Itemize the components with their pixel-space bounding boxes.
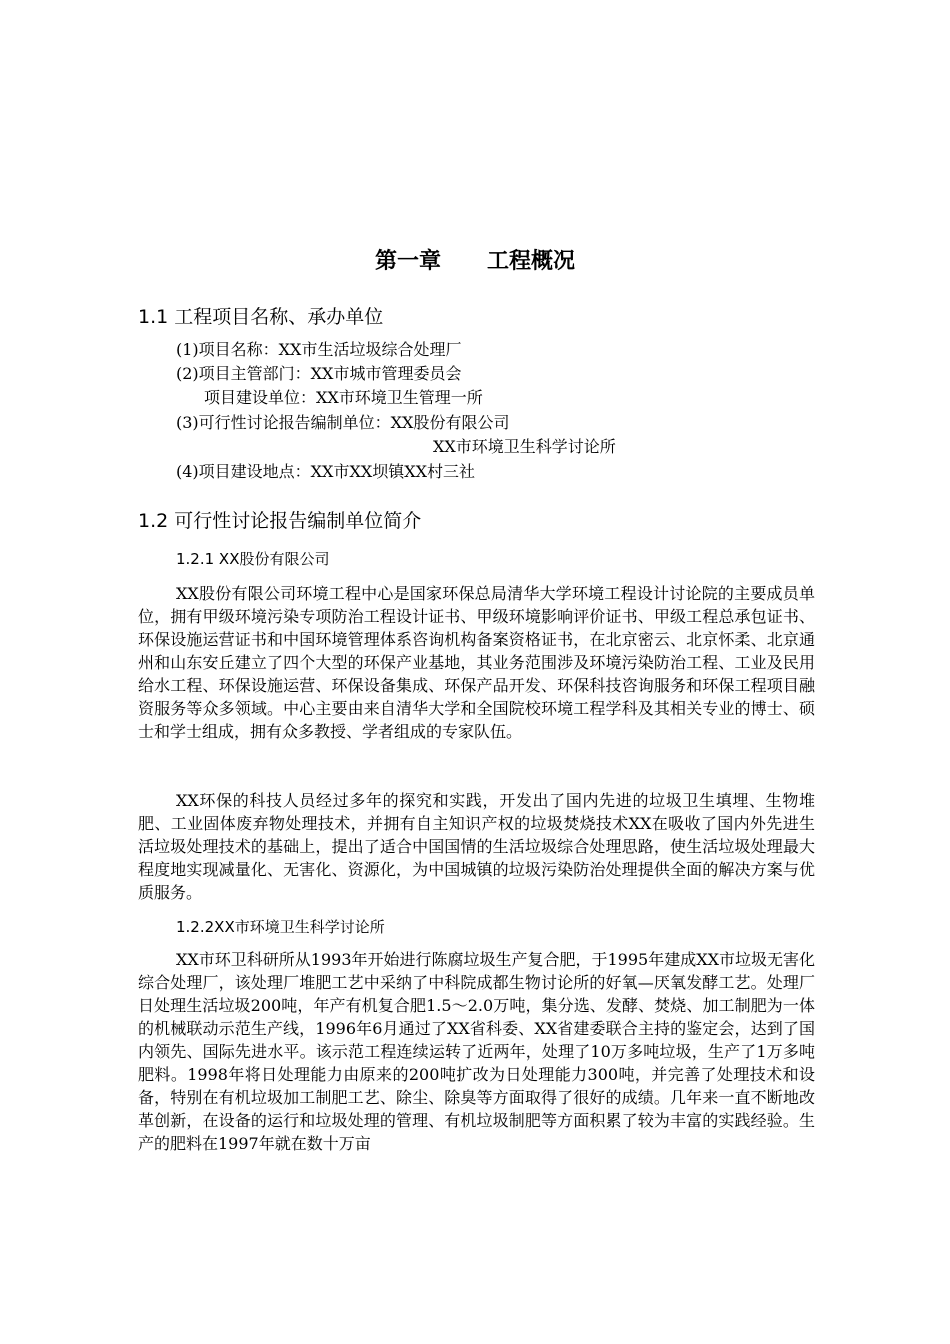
paragraph: XX市环卫科研所从1993年开始进行陈腐垃圾生产复合肥，于1995年建成XX市垃圾无害化综合处理厂，该处理厂堆肥工艺中采纳了中科院成都生物讨论所的好氧—厌氧发酵工艺。处理厂日处理生活垃圾200吨，年产有机复合肥1.5～2.0万吨，集分选、发酵、焚烧、加工制肥为一体的机械联动示范生产线，1996年6月通过了XX省科委、XX省建委联合主持的鉴定会，达到了国内领先、国际先进水平。该示范工程连续运转了近两年，处理了10万多吨垃圾，生产了1万多吨肥料。1998年将日处理能力由原来的200吨扩改为日处理能力300吨，并完善了处理技术和设备，特别在有机垃圾加工制肥工艺、除尘、除臭等方面取得了很好的成绩。几年来一直不断地改革创新，在设备的运行和垃圾处理的管理、有机垃圾制肥等方面积累了较为丰富的实践经验。生产的肥料在1997年就在数十万亩 — [138, 950, 816, 1153]
section-heading-1-1: 1.1 工程项目名称、承办单位 — [138, 306, 384, 328]
paragraph: XX股份有限公司环境工程中心是国家环保总局清华大学环境工程设计讨论院的主要成员单位，拥有甲级环境污染专项防治工程设计证书、甲级环境影响评价证书、甲级工程总承包证书、环保设施运营证书和中国环境管理体系咨询机构备案资格证书，在北京密云、北京怀柔、北京通州和山东安丘建立了四个大型的环保产业基地，其业务范围涉及环境污染防治工程、工业及民用给水工程、环保设施运营、环保设备集成、环保产品开发、环保科技咨询服务和环保工程项目融资服务等众多领域。中心主要由来自清华大学和全国院校环境工程学科及其相关专业的博士、硕士和学士组成，拥有众多教授、学者组成的专家队伍。 — [138, 584, 815, 741]
item-project-name: (1)项目名称：XX市生活垃圾综合处理厂 — [176, 340, 462, 359]
paragraph: XX环保的科技人员经过多年的探究和实践，开发出了国内先进的垃圾卫生填埋、生物堆肥、工业固体废弃物处理技术，并拥有自主知识产权的垃圾焚烧技术XX在吸收了国内外先进生活垃圾处理技术的基础上，提出了适合中国国情的生活垃圾综合处理思路，使生活垃圾处理最大程度地实现减量化、无害化、资源化，为中国城镇的垃圾污染防治处理提供全面的解决方案与优质服务。 — [138, 791, 815, 902]
subsection-heading-1-2-2: 1.2.2XX市环境卫生科学讨论所 — [176, 918, 385, 936]
section-heading-1-2: 1.2 可行性讨论报告编制单位简介 — [138, 510, 422, 532]
subsection-heading-1-2-1: 1.2.1 XX股份有限公司 — [176, 550, 330, 568]
item-location: (4)项目建设地点：XX市XX坝镇XX村三社 — [176, 462, 476, 481]
item-supervising-dept: (2)项目主管部门：XX市城市管理委员会 — [176, 364, 462, 383]
item-report-unit-2: XX市环境卫生科学讨论所 — [433, 437, 616, 456]
chapter-title: 第一章 工程概况 — [375, 249, 575, 274]
item-construction-unit: 项目建设单位：XX市环境卫生管理一所 — [204, 388, 483, 407]
item-report-unit: (3)可行性讨论报告编制单位：XX股份有限公司 — [176, 413, 510, 432]
